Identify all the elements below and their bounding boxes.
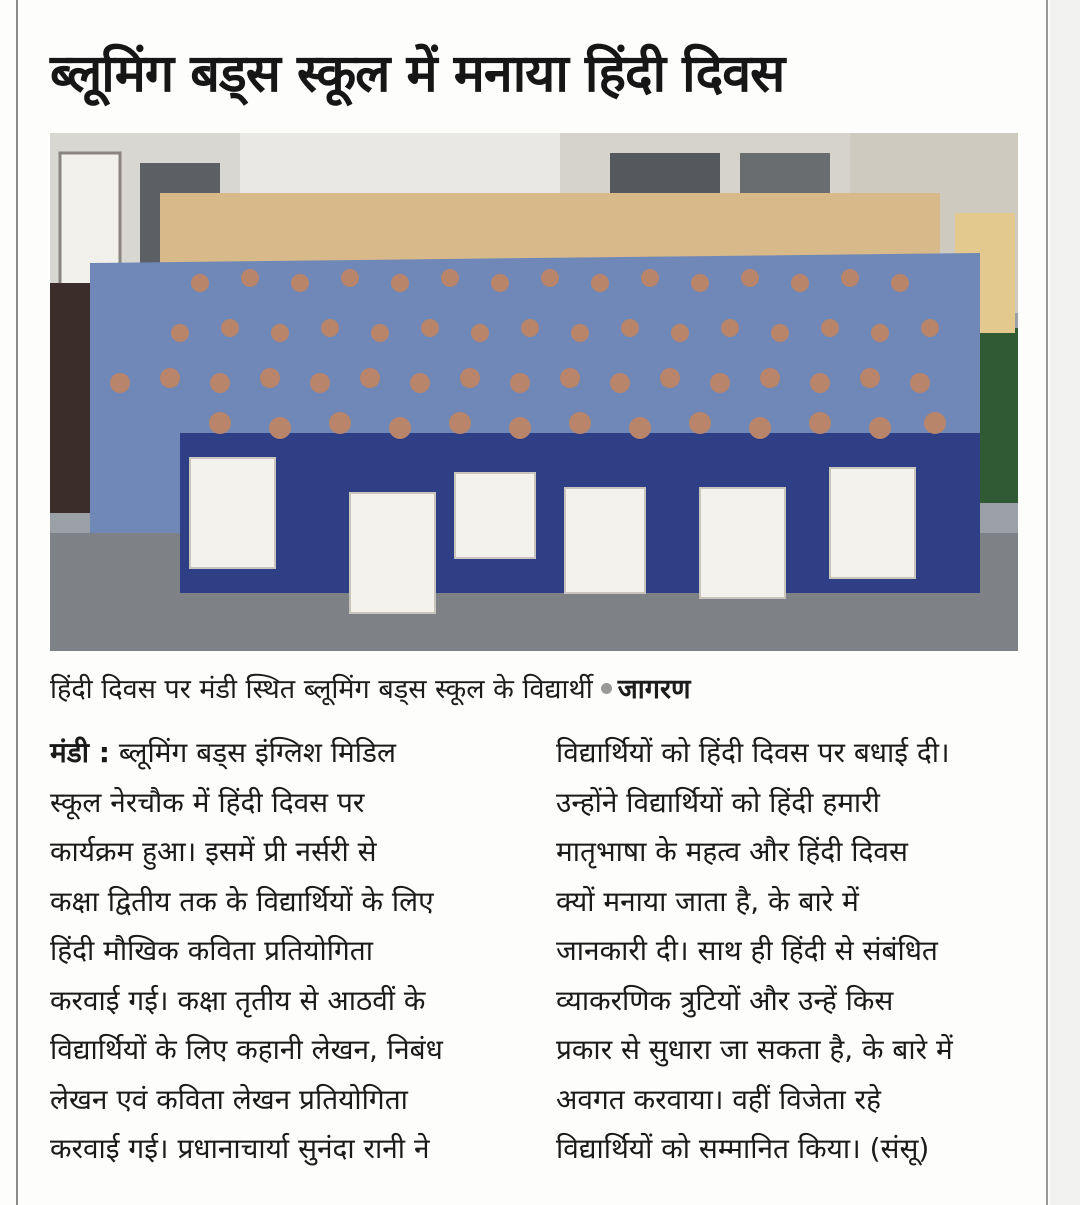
dateline: मंडी :	[50, 736, 110, 769]
article-line: करवाई गई। कक्षा तृतीय से आठवीं के	[50, 983, 426, 1017]
adjacent-column-strip	[1050, 0, 1080, 1205]
article-line: प्रकार से सुधारा जा सकता है, के बारे में	[556, 1033, 953, 1066]
article-line: कक्षा द्वितीय तक के विद्यार्थियों के लिए	[50, 884, 434, 918]
photo-credit: जागरण	[617, 674, 691, 705]
article-line: हिंदी मौखिक कविता प्रतियोगिता	[50, 934, 373, 967]
left-column-rule	[16, 0, 18, 1205]
article-line: उन्होंने विद्यार्थियों को हिंदी हमारी	[556, 785, 880, 819]
article-line: करवाई गई। प्रधानाचार्या सुनंदा रानी ने	[50, 1132, 430, 1165]
article-line: लेखन एवं कविता लेखन प्रतियोगिता	[50, 1082, 408, 1116]
right-column-rule	[1046, 0, 1048, 1205]
headline: ब्लूमिंग बड्स स्कूल में मनाया हिंदी दिवस	[50, 44, 785, 104]
caption-text: हिंदी दिवस पर मंडी स्थित ब्लूमिंग बड्स स्कूल के विद्यार्थी	[50, 674, 593, 705]
article-column-right	[556, 728, 1026, 1174]
group-photo	[50, 133, 1018, 651]
caption-bullet-icon	[601, 683, 612, 694]
group-photo-icon	[50, 133, 1018, 651]
article-line: क्यों मनाया जाता है, के बारे में	[556, 884, 859, 918]
article-line: मंडी : ब्लूमिंग बड्स इंग्लिश मिडिल	[50, 736, 396, 769]
article-line: अवगत करवाया। वहीं विजेता रहे	[556, 1082, 881, 1116]
article-column-left	[50, 728, 520, 1174]
article-line: स्कूल नेरचौक में हिंदी दिवस पर	[50, 785, 365, 819]
article-line: विद्यार्थियों को हिंदी दिवस पर बधाई दी।	[556, 736, 950, 769]
article-line: विद्यार्थियों को सम्मानित किया। (संसू)	[556, 1132, 930, 1165]
article-line: कार्यक्रम हुआ। इसमें प्री नर्सरी से	[50, 835, 377, 868]
article-line: व्याकरणिक त्रुटियों और उन्हें किस	[556, 983, 894, 1017]
article-line: विद्यार्थियों के लिए कहानी लेखन, निबंध	[50, 1033, 443, 1066]
article-line: मातृभाषा के महत्व और हिंदी दिवस	[556, 835, 908, 868]
article-line: जानकारी दी। साथ ही हिंदी से संबंधित	[556, 934, 938, 967]
photo-caption	[50, 670, 1018, 710]
